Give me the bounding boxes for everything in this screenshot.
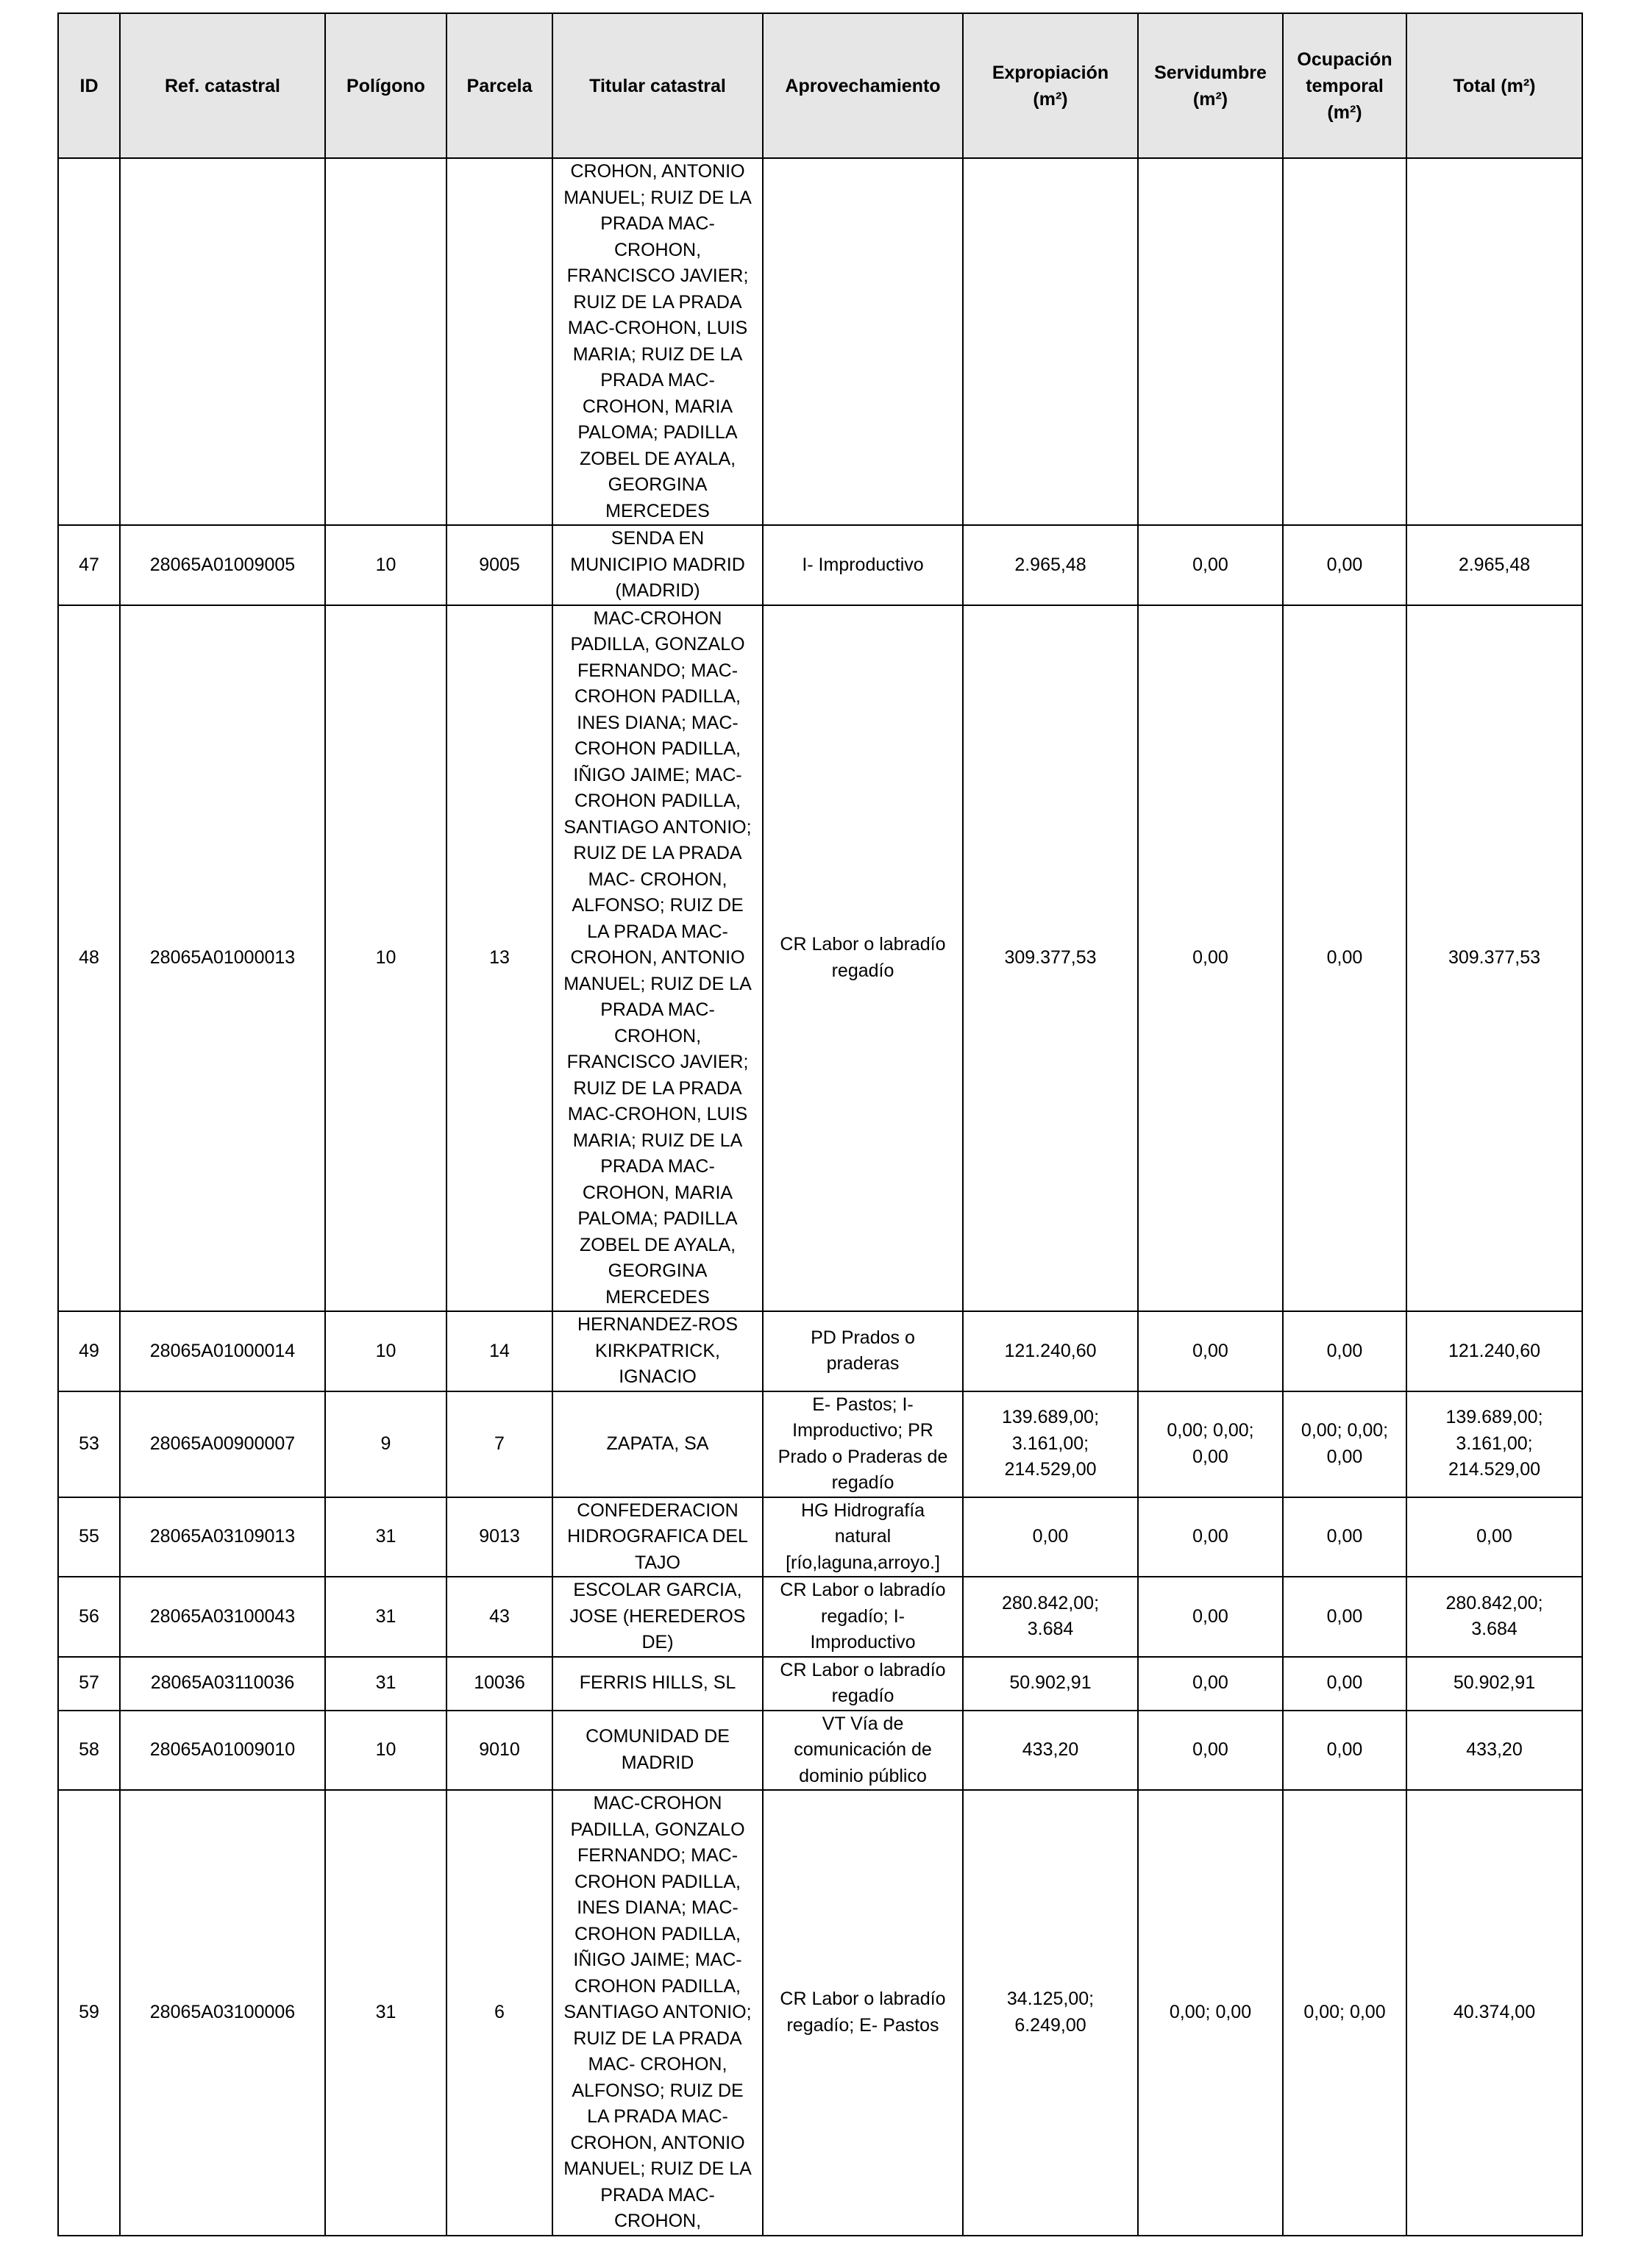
cell-line: JOSE (HEREDEROS [569,1605,746,1627]
column-header-line: Titular catastral [589,75,726,96]
table-row [58,1391,1582,1497]
cell-line: CROHON PADILLA, [574,1871,741,1892]
table-body [58,158,1582,2236]
cell-titular [552,1311,763,1391]
cell-line: E- Pastos; I- [812,1394,914,1415]
cell-ref: 28065A01000014 [120,1311,325,1391]
cell-ocupacion [1283,158,1406,525]
cell-poligono: 31 [325,1790,447,2236]
cell-total [1406,1657,1582,1711]
cell-line: INES DIANA; MAC- [577,1897,739,1918]
cell-line: CROHON, MARIA [582,396,733,417]
cell-line: IÑIGO JAIME; MAC- [573,764,742,785]
cell-line: regadío [831,1686,894,1706]
column-header-total [1406,13,1582,158]
cell-line: ALFONSO; RUIZ DE [572,2080,744,2101]
cell-servidumbre [1138,1497,1283,1577]
cell-line: 139.689,00; [1001,1407,1100,1428]
cell-ref: 28065A01000013 [120,605,325,1312]
cell-line: ZAPATA, SA [606,1433,709,1454]
cell-poligono: 9 [325,1391,447,1497]
cell-total [1406,525,1582,605]
cell-line: ALFONSO; RUIZ DE [572,895,744,916]
cell-id: 55 [58,1497,120,1577]
cell-expropiacion [963,1311,1138,1391]
cell-line: MAC-CROHON, LUIS [567,1104,748,1124]
cell-line: CR Labor o labradío [780,934,946,955]
cell-line: MARIA; RUIZ DE LA [572,343,743,365]
cell-line: comunicación de [794,1739,932,1760]
column-header-line: Ref. catastral [164,75,281,96]
cell-line: 121.240,60 [1004,1340,1097,1361]
cell-ref: 28065A03100043 [120,1577,325,1657]
cell-line: 214.529,00 [1448,1459,1541,1480]
cell-line: 0,00 [1032,1526,1069,1547]
cell-line: 2.965,48 [1458,554,1531,575]
table-row [58,1711,1582,1791]
table-row [58,1577,1582,1657]
cell-line: regadío [831,960,894,981]
cell-ref [120,158,325,525]
cell-ref: 28065A01009005 [120,525,325,605]
cell-poligono: 10 [325,605,447,1312]
cell-line: MARIA; RUIZ DE LA [572,1130,743,1151]
cell-aprovechamiento [763,605,963,1312]
cell-servidumbre [1138,1711,1283,1791]
cell-aprovechamiento [763,1711,963,1791]
cell-line: RUIZ DE LA PRADA [573,1077,742,1099]
cell-line: 0,00; 0,00 [1303,2002,1386,2022]
cell-total [1406,605,1582,1312]
cell-expropiacion [963,525,1138,605]
cell-line: ZOBEL DE AYALA, [579,1234,736,1255]
cell-line: natural [834,1526,892,1547]
cell-poligono: 10 [325,1311,447,1391]
cell-line: MANUEL; RUIZ DE LA [563,2158,752,2179]
cell-line: MAC- CROHON, [588,869,727,890]
cell-line: CONFEDERACION [577,1499,739,1521]
cell-line: CROHON PADILLA, [574,686,741,707]
cell-aprovechamiento [763,1311,963,1391]
cell-line: 34.125,00; [1006,1989,1095,2010]
cell-line: COMUNIDAD DE [586,1726,730,1747]
cell-ocupacion [1283,1657,1406,1711]
cell-expropiacion [963,1711,1138,1791]
cell-servidumbre [1138,1391,1283,1497]
cell-line: 0,00 [1192,1739,1228,1760]
cell-line: Prado o Praderas de [778,1446,948,1467]
cell-line: 0,00 [1326,554,1363,575]
cell-line: PALOMA; PADILLA [577,1208,738,1229]
cell-line: 280.842,00; [1001,1592,1100,1613]
cell-id: 59 [58,1790,120,2236]
cell-titular [552,525,763,605]
cell-poligono: 10 [325,1711,447,1791]
cell-poligono: 10 [325,525,447,605]
cell-line: CROHON, ANTONIO [570,2132,745,2153]
cell-line: PRADA MAC- [600,1156,715,1177]
cell-ocupacion [1283,1790,1406,2236]
cell-line: PRADA MAC- [600,370,715,391]
cell-aprovechamiento [763,525,963,605]
cell-servidumbre [1138,1577,1283,1657]
column-header-line: (m²) [1327,101,1362,123]
cell-line: PRADA MAC- [600,2184,715,2205]
cell-line: 0,00 [1476,1526,1512,1547]
cell-line: SANTIAGO ANTONIO; [563,2002,752,2022]
cell-line: GEORGINA [608,1260,708,1281]
cell-line: TAJO [634,1552,681,1573]
cell-ocupacion [1283,1391,1406,1497]
cell-line: 433,20 [1022,1739,1079,1760]
cell-id: 58 [58,1711,120,1791]
cell-line: 0,00 [1192,1672,1228,1694]
cell-line: 0,00 [1192,947,1228,968]
cell-line: 3.684 [1471,1619,1518,1640]
cell-parcela [447,158,552,525]
cell-titular [552,1391,763,1497]
cell-line: SANTIAGO ANTONIO; [563,816,752,838]
column-header-ref [120,13,325,158]
cell-line: 2.965,48 [1014,554,1086,575]
column-header-id [58,13,120,158]
cell-line: MERCEDES [605,500,710,521]
cell-line: MUNICIPIO MADRID [570,554,745,575]
cell-aprovechamiento [763,1391,963,1497]
table-row [58,1311,1582,1391]
cell-line: RUIZ DE LA PRADA [573,843,742,863]
column-header-parcela [447,13,552,158]
cell-servidumbre [1138,1657,1283,1711]
parcel-table [57,13,1583,2236]
cell-ref: 28065A01009010 [120,1711,325,1791]
column-header-line: (m²) [1192,88,1228,110]
cell-line: MAC- CROHON, [588,2054,727,2075]
table-header-row [58,13,1582,158]
cell-line: VT Vía de [822,1713,904,1734]
cell-line: IGNACIO [619,1366,697,1387]
column-header-line: temporal [1306,75,1384,96]
cell-line: 214.529,00 [1004,1459,1097,1480]
table-row [58,1657,1582,1711]
cell-line: 50.902,91 [1009,1672,1092,1694]
cell-expropiacion [963,605,1138,1312]
cell-ocupacion [1283,525,1406,605]
table-row [58,1790,1582,2236]
cell-ref: 28065A03100006 [120,1790,325,2236]
cell-line: INES DIANA; MAC- [577,712,739,733]
cell-line: ZOBEL DE AYALA, [579,448,736,469]
cell-total [1406,1391,1582,1497]
cell-line: PADILLA, GONZALO [570,634,745,655]
cell-aprovechamiento [763,158,963,525]
cell-total [1406,1311,1582,1391]
cell-servidumbre [1138,158,1283,525]
cell-line: MANUEL; RUIZ DE LA [563,973,752,994]
cell-id [58,158,120,525]
cell-line: IÑIGO JAIME; MAC- [573,1950,742,1970]
column-header-line: Expropiación [992,62,1109,83]
cell-line: CROHON PADILLA, [574,791,741,811]
cell-titular [552,1657,763,1711]
cell-line: HG Hidrografía [800,1499,925,1521]
cell-ocupacion [1283,1577,1406,1657]
cell-line: 121.240,60 [1448,1340,1541,1361]
cell-line: HIDROGRAFICA DEL [567,1526,748,1547]
cell-line: FERRIS HILLS, SL [579,1672,736,1694]
cell-line: PADILLA, GONZALO [570,1819,745,1840]
cell-line: LA PRADA MAC- [587,921,728,942]
cell-line: CROHON, [613,1025,702,1046]
cell-expropiacion [963,1790,1138,2236]
cell-total [1406,1577,1582,1657]
cell-id: 53 [58,1391,120,1497]
cell-line: SENDA EN [611,528,705,549]
cell-ref: 28065A00900007 [120,1391,325,1497]
cell-line: [río,laguna,arroyo.] [786,1552,940,1573]
cell-expropiacion [963,1657,1138,1711]
cell-line: DE) [641,1632,674,1652]
cell-parcela: 9010 [447,1711,552,1791]
cell-ocupacion [1283,1311,1406,1391]
column-header-expropiacion [963,13,1138,158]
cell-line: CR Labor o labradío [780,1580,946,1600]
cell-ref: 28065A03109013 [120,1497,325,1577]
cell-line: ESCOLAR GARCIA, [573,1580,742,1600]
cell-aprovechamiento [763,1790,963,2236]
column-header-titular [552,13,763,158]
cell-line: HERNANDEZ-ROS [577,1314,739,1335]
cell-line: RUIZ DE LA PRADA [573,291,742,313]
cell-total [1406,1497,1582,1577]
cell-servidumbre [1138,1311,1283,1391]
column-header-line: (m²) [1033,88,1068,110]
cell-id: 49 [58,1311,120,1391]
column-header-line: Polígono [346,75,425,96]
column-header-line: Parcela [466,75,533,96]
cell-servidumbre [1138,525,1283,605]
cell-line: 0,00; 0,00; [1301,1420,1389,1441]
cell-line: MADRID [621,1752,694,1773]
cell-line: dominio público [799,1765,927,1786]
cell-line: (MADRID) [615,580,700,601]
column-header-line: Aprovechamiento [785,75,941,96]
cell-aprovechamiento [763,1577,963,1657]
cell-parcela: 14 [447,1311,552,1391]
cell-aprovechamiento [763,1497,963,1577]
cell-line: MAC-CROHON, LUIS [567,318,748,338]
cell-servidumbre [1138,1790,1283,2236]
cell-poligono: 31 [325,1497,447,1577]
cell-line: FERNANDO; MAC- [577,660,739,681]
cell-line: 0,00 [1192,1526,1228,1547]
cell-total [1406,1711,1582,1791]
cell-total [1406,1790,1582,2236]
cell-line: 309.377,53 [1004,947,1097,968]
cell-line: CROHON PADILLA, [574,1975,741,1997]
cell-line: 0,00 [1326,1739,1363,1760]
cell-line: 0,00 [1326,1340,1363,1361]
cell-line: 433,20 [1466,1739,1523,1760]
cell-poligono: 31 [325,1657,447,1711]
cell-poligono: 31 [325,1577,447,1657]
cell-line: CR Labor o labradío [780,1659,946,1680]
cell-line: 0,00; 0,00 [1169,2002,1252,2022]
cell-line: CROHON, [613,239,702,260]
cell-line: 0,00 [1326,1446,1363,1467]
cell-line: 3.161,00; [1011,1433,1089,1454]
cell-ref: 28065A03110036 [120,1657,325,1711]
column-header-line: Servidumbre [1154,62,1267,83]
cell-line: regadío; E- Pastos [786,2014,939,2036]
cell-ocupacion [1283,1711,1406,1791]
table-row [58,158,1582,525]
cell-line: CROHON, ANTONIO [570,947,745,968]
cell-parcela: 9013 [447,1497,552,1577]
cell-line: MERCEDES [605,1286,710,1308]
cell-id: 47 [58,525,120,605]
cell-total [1406,158,1582,525]
cell-line: PRADA MAC- [600,999,715,1020]
cell-line: Improductivo [810,1632,916,1652]
cell-parcela: 9005 [447,525,552,605]
cell-line: FRANCISCO JAVIER; [566,1052,749,1072]
cell-line: CROHON, ANTONIO [570,161,745,182]
cell-line: 280.842,00; [1445,1592,1543,1613]
cell-titular [552,1497,763,1577]
cell-line: 309.377,53 [1448,947,1541,968]
cell-line: 3.161,00; [1456,1433,1533,1454]
cell-line: 6.249,00 [1014,2014,1086,2036]
cell-line: Improductivo; PR [792,1420,933,1441]
cell-line: 0,00 [1192,1605,1228,1627]
cell-titular [552,158,763,525]
cell-line: FERNANDO; MAC- [577,1845,739,1866]
cell-line: RUIZ DE LA PRADA [573,2028,742,2049]
cell-ocupacion [1283,605,1406,1312]
cell-aprovechamiento [763,1657,963,1711]
cell-titular [552,605,763,1312]
cell-line: 0,00 [1192,554,1228,575]
cell-line: KIRKPATRICK, [595,1340,720,1361]
cell-parcela: 13 [447,605,552,1312]
cell-expropiacion [963,1497,1138,1577]
cell-line: 40.374,00 [1453,2002,1536,2022]
cell-line: 0,00 [1192,1340,1228,1361]
cell-line: PALOMA; PADILLA [577,422,738,443]
cell-parcela: 7 [447,1391,552,1497]
cell-line: 0,00 [1326,1672,1363,1694]
cell-line: CROHON, [613,2211,702,2231]
cell-line: LA PRADA MAC- [587,2106,728,2127]
table-row [58,525,1582,605]
column-header-servidumbre [1138,13,1283,158]
cell-line: 0,00 [1326,947,1363,968]
table-row [58,1497,1582,1577]
cell-line: I- Improductivo [802,554,924,575]
cell-titular [552,1790,763,2236]
cell-line: CR Labor o labradío [780,1989,946,2010]
column-header-line: Total (m²) [1453,75,1536,96]
cell-line: 0,00 [1326,1526,1363,1547]
table-row [58,605,1582,1312]
cell-parcela: 10036 [447,1657,552,1711]
cell-line: regadío [831,1472,894,1493]
cell-expropiacion [963,1577,1138,1657]
column-header-line: Ocupación [1297,49,1392,70]
cell-line: MAC-CROHON [593,1793,722,1814]
cell-poligono [325,158,447,525]
cell-line: MAC-CROHON [593,607,722,629]
cell-line: PD Prados o [811,1327,915,1348]
cell-line: 50.902,91 [1453,1672,1536,1694]
cell-titular [552,1711,763,1791]
cell-ocupacion [1283,1497,1406,1577]
cell-line: praderas [826,1353,900,1374]
cell-parcela: 6 [447,1790,552,2236]
cell-line: CROHON, MARIA [582,1182,733,1203]
cell-line: CROHON PADILLA, [574,1923,741,1944]
cell-id: 57 [58,1657,120,1711]
cell-id: 48 [58,605,120,1312]
cell-line: FRANCISCO JAVIER; [566,265,749,286]
cell-line: 0,00 [1192,1446,1228,1467]
cell-titular [552,1577,763,1657]
column-header-line: ID [79,75,99,96]
column-header-poligono [325,13,447,158]
cell-line: 0,00 [1326,1605,1363,1627]
cell-line: PRADA MAC- [600,213,715,234]
cell-line: 3.684 [1027,1619,1074,1640]
cell-expropiacion [963,158,1138,525]
cell-line: GEORGINA [608,474,708,495]
cell-line: CROHON PADILLA, [574,738,741,759]
cell-servidumbre [1138,605,1283,1312]
column-header-aprovechamiento [763,13,963,158]
cell-expropiacion [963,1391,1138,1497]
cell-line: 0,00; 0,00; [1167,1420,1254,1441]
cell-line: 139.689,00; [1445,1407,1543,1428]
cell-line: regadío; I- [821,1605,905,1627]
cell-id: 56 [58,1577,120,1657]
cell-parcela: 43 [447,1577,552,1657]
column-header-ocupacion [1283,13,1406,158]
cell-line: MANUEL; RUIZ DE LA [563,187,752,208]
